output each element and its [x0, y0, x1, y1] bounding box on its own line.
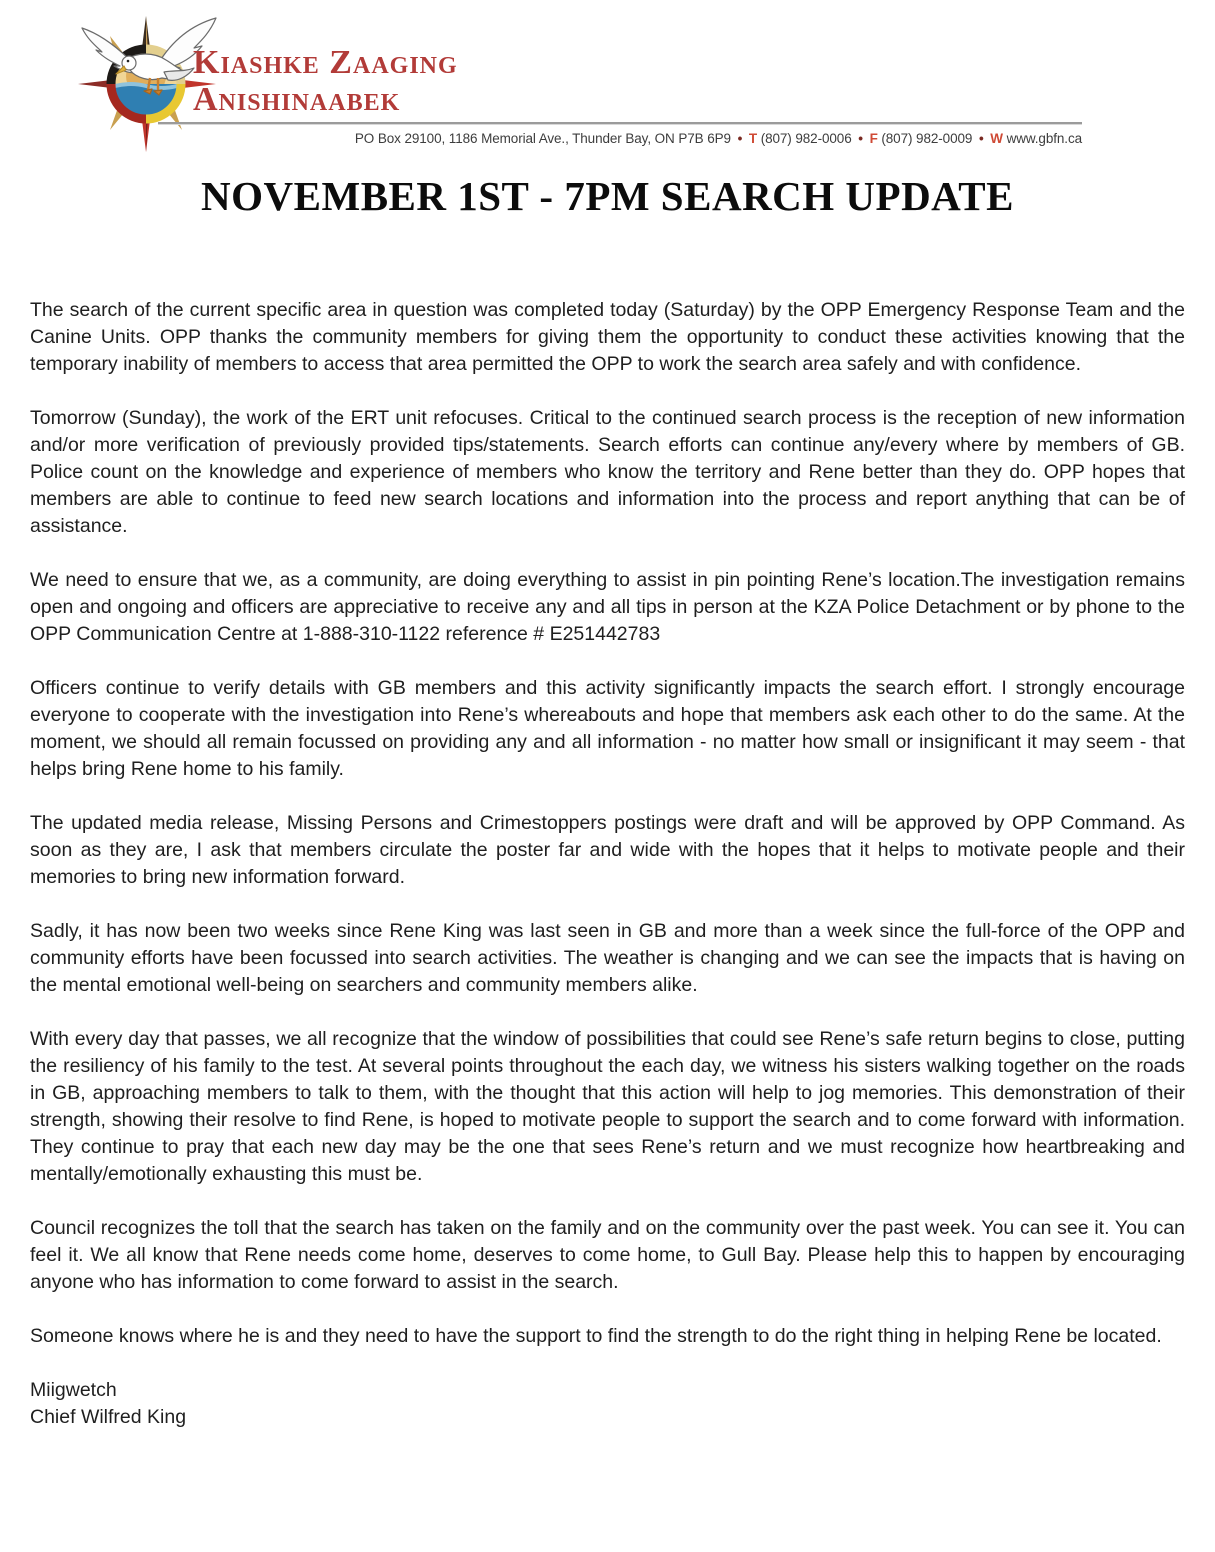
paragraph: Council recognizes the toll that the search has taken on the family and on the community over the past week. You can see it. You can feel it. We all know that Rene needs come home, deserves to come home, to Gull Bay. Please help this to happen by encouraging anyone who has information to come forward to assist in the search. [30, 1217, 1185, 1293]
signature-closing: Miigwetch [30, 1379, 117, 1401]
org-name [193, 44, 458, 118]
header-divider [158, 122, 1082, 124]
org-name-line2: Anishinaabek [193, 81, 401, 118]
paragraph: The updated media release, Missing Persons and Crimestoppers postings were draft and will be approved by OPP Command. As soon as they are, I ask that members circulate the poster far and wide with the hopes that it helps to motivate people and their memories to bring new information forward. [30, 812, 1185, 888]
paragraph: Sadly, it has now been two weeks since Rene King was last seen in GB and more than a week since the full-force of the OPP and community efforts have been focussed into search activities. The weather is changing and we can see the impacts that is having on the mental emotional well-being on searchers and community members alike. [30, 920, 1185, 996]
bullet-separator: • [978, 131, 984, 146]
signature-name: Chief Wilfred King [30, 1406, 187, 1428]
paragraph: With every day that passes, we all recognize that the window of possibilities that could see Rene’s safe return begins to close, putting the resiliency of his family to the test. At several points throughout the each day, we witness his sisters walking together on the roads in GB, approaching members to talk to them, with the thought that this action will help to jog memories. This demonstration of their strength, showing their resolve to find Rene, is hoped to motivate people to support the search and to come forward with information. They continue to pray that each new day may be the one that sees Rene’s return and we must recognize how heartbreaking and mentally/emotionally exhausting this must be. [30, 1028, 1185, 1185]
letterhead [0, 0, 1215, 158]
contact-address: PO Box 29100, 1186 Memorial Ave., Thunder Bay, ON P7B 6P9 [354, 131, 731, 146]
bullet-separator: • [858, 131, 863, 146]
org-name-line1: Kiashke Zaaging [193, 44, 458, 81]
phone-label: T [748, 131, 758, 146]
paragraph: Someone knows where he is and they need to have the support to find the strength to do the right thing in helping Rene be located. [30, 1325, 1162, 1347]
fax-number: (807) 982-0009 [881, 131, 973, 146]
website-address: www.gbfn.ca [1006, 131, 1082, 146]
fax-label: F [869, 131, 878, 146]
contact-line [355, 131, 1082, 146]
paragraph: Officers continue to verify details with GB members and this activity significantly impacts the search effort. I strongly encourage everyone to cooperate with the investigation into Rene’s whereabouts and hope that members ask each other to do the same. At the moment, we should all remain focussed on providing any and all information - no matter how small or insignificant it may seem - that helps bring Rene home to his family. [30, 677, 1185, 780]
paragraph: Tomorrow (Sunday), the work of the ERT unit refocuses. Critical to the continued search process is the reception of new information and/or more verification of previously provided tips/statements. Search efforts can continue any/every where by members of GB. Police count on the knowledge and experience of members who know the territory and Rene better than they do. OPP hopes that members are able to continue to feed new search locations and information into the process and report anything that can be of assistance. [30, 407, 1185, 537]
phone-number: (807) 982-0006 [760, 131, 852, 146]
page-title: NOVEMBER 1ST - 7PM SEARCH UPDATE [201, 173, 1014, 219]
web-label: W [990, 131, 1003, 146]
paragraph: We need to ensure that we, as a community, are doing everything to assist in pin pointing Rene’s location.The investigation remains open and ongoing and officers are appreciative to receive any and all tips in person at the KZA Police Detachment or by phone to the OPP Communication Centre at 1-888-310-1122 reference # E251442783 [30, 569, 1185, 645]
letter-body [30, 297, 1185, 1431]
paragraph: The search of the current specific area in question was completed today (Saturday) by the OPP Emergency Response Team and the Canine Units. OPP thanks the community members for giving them the opportunity to conduct these activities knowing that the temporary inability of members to access that area permitted the OPP to work the search area safely and with confidence. [30, 299, 1185, 375]
signature-block [30, 1377, 1185, 1431]
bullet-separator: • [737, 131, 743, 146]
